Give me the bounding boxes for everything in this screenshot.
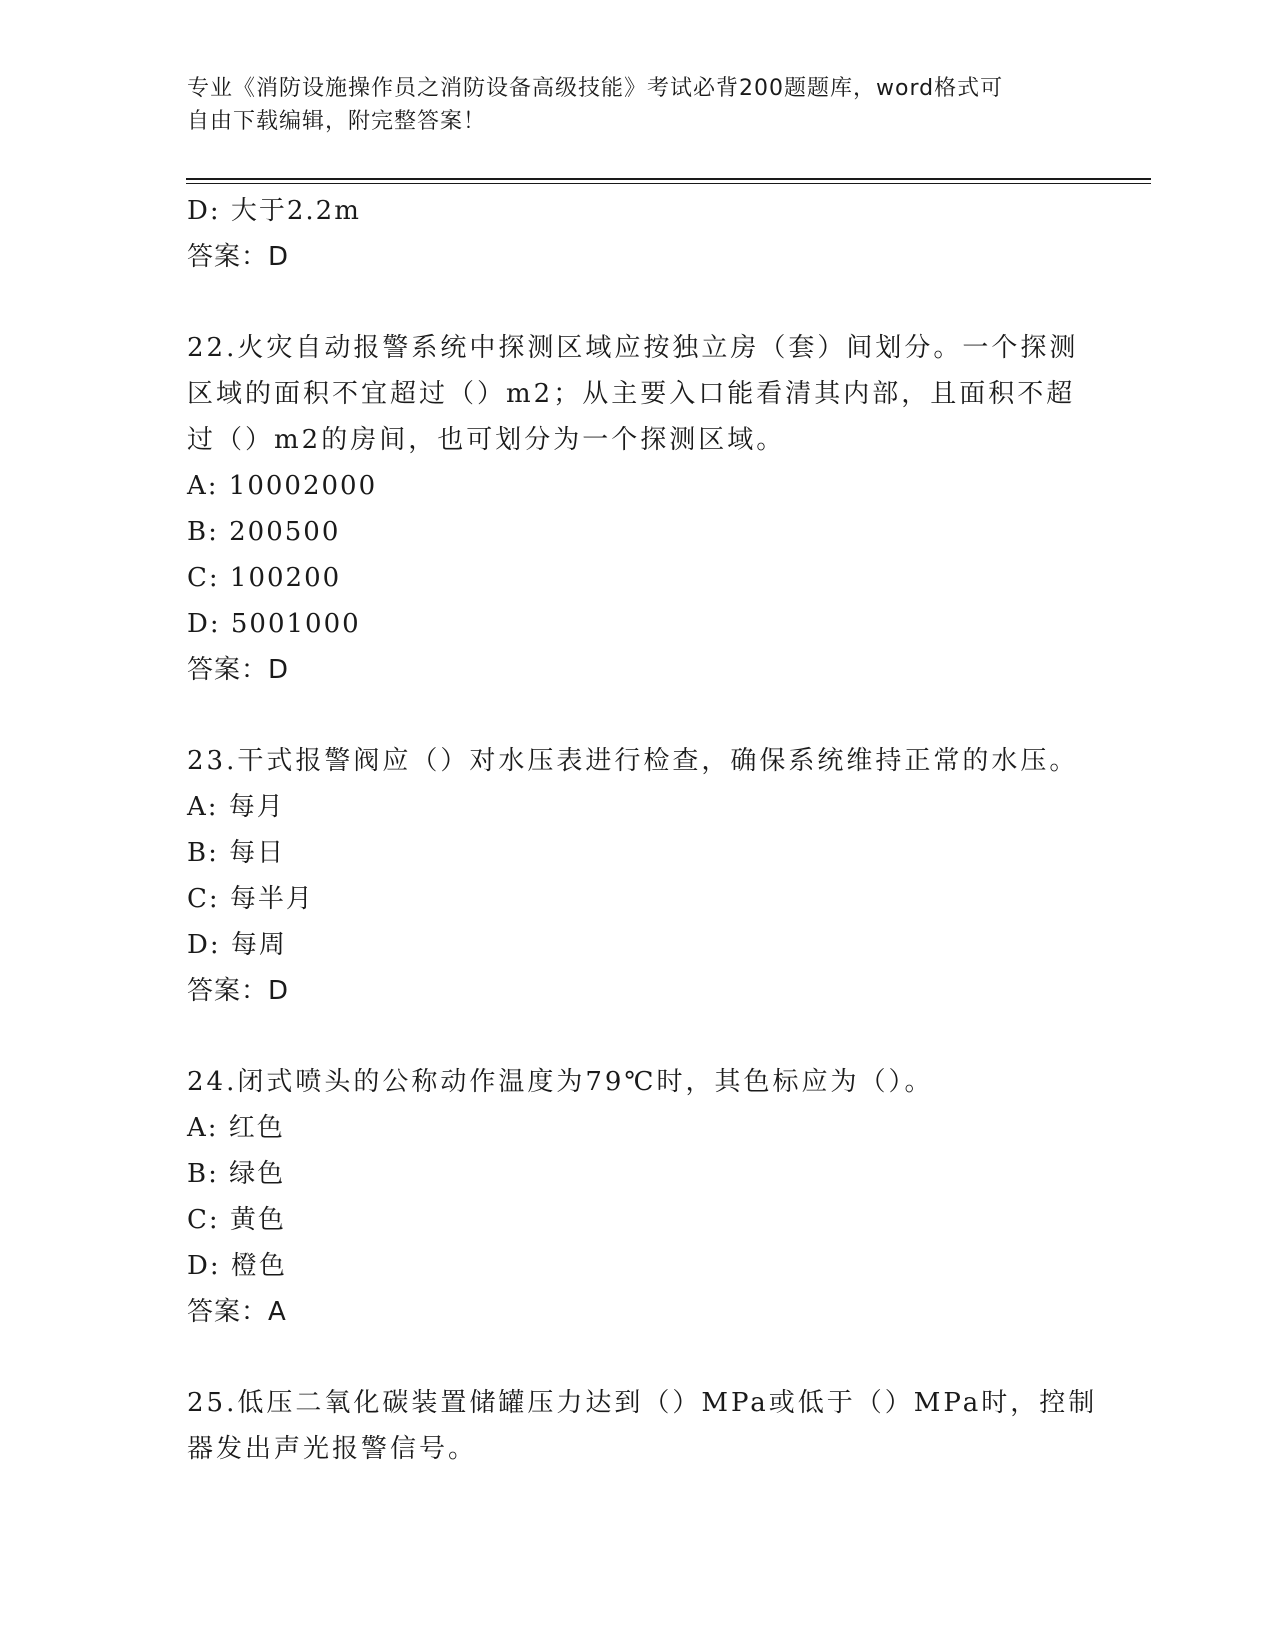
answer: 答案：D [187, 242, 290, 272]
option-c: C: 每半月 [187, 884, 314, 914]
question-text-line: 23.干式报警阀应（）对水压表进行检查，确保系统维持正常的水压。 [187, 746, 1079, 776]
header-rule-thin [186, 183, 1151, 184]
header-rule-thick [186, 178, 1151, 180]
question-text-line: 过（）m2的房间，也可划分为一个探测区域。 [187, 425, 786, 455]
header-line-2: 自由下载编辑，附完整答案！ [187, 109, 487, 134]
question-24 [187, 1059, 1087, 1335]
option-d: D: 大于2.2m [187, 196, 361, 226]
option-c: C: 黄色 [187, 1205, 286, 1235]
option-d: D: 橙色 [187, 1251, 287, 1281]
question-text-line: 区域的面积不宜超过（）m2；从主要入口能看清其内部，且面积不超 [187, 379, 1076, 409]
question-23 [187, 738, 1087, 1014]
question-text-line: 25.低压二氧化碳装置储罐压力达到（）MPa或低于（）MPa时，控制 [187, 1388, 1098, 1418]
option-d: D: 每周 [187, 930, 287, 960]
option-c: C: 100200 [187, 563, 342, 593]
option-a: A: 每月 [187, 792, 285, 822]
question-22 [187, 325, 1087, 693]
answer: 答案：D [187, 976, 290, 1006]
answer: 答案：D [187, 655, 290, 685]
question-25 [187, 1380, 1098, 1472]
option-d: D: 5001000 [187, 609, 361, 639]
previous-question-tail [187, 188, 1087, 280]
header-line-1: 专业《消防设施操作员之消防设备高级技能》考试必背200题题库，word格式可 [187, 76, 1004, 101]
question-text-line: 器发出声光报警信号。 [187, 1434, 478, 1464]
document-header [187, 72, 1067, 138]
option-a: A: 10002000 [187, 471, 378, 501]
answer: 答案：A [187, 1297, 287, 1327]
option-b: B: 绿色 [187, 1159, 286, 1189]
option-b: B: 200500 [187, 517, 341, 547]
question-text-line: 24.闭式喷头的公称动作温度为79℃时，其色标应为（）。 [187, 1067, 934, 1097]
document-body [187, 188, 1098, 1472]
question-text-line: 22.火灾自动报警系统中探测区域应按独立房（套）间划分。一个探测 [187, 333, 1079, 363]
option-a: A: 红色 [187, 1113, 285, 1143]
option-b: B: 每日 [187, 838, 286, 868]
